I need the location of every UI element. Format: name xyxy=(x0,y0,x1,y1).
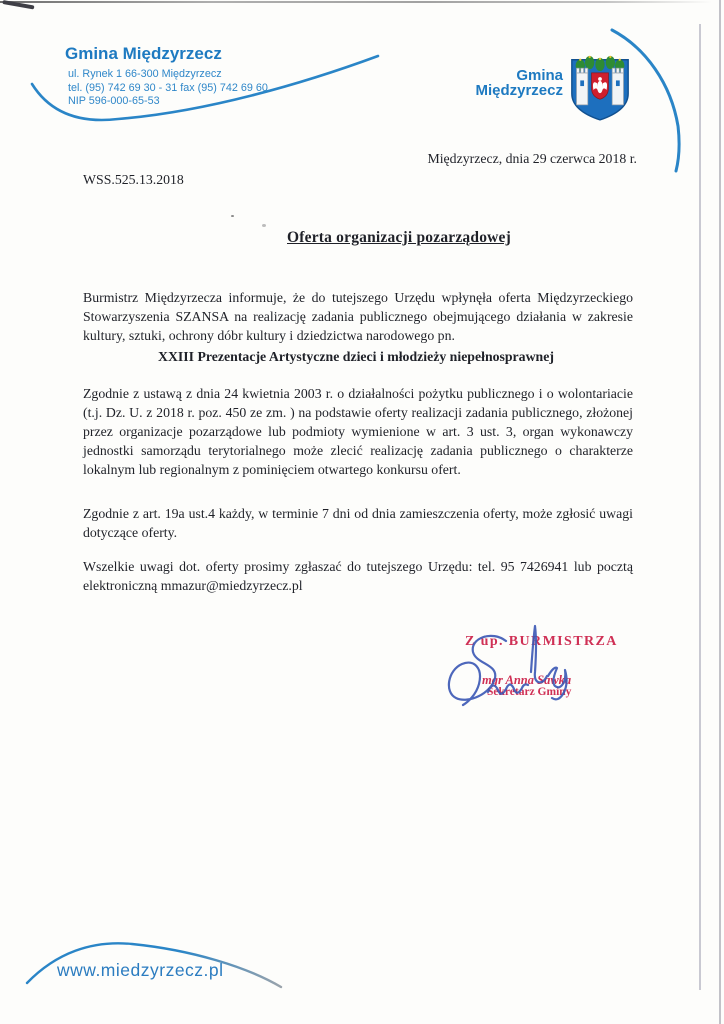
dateline: Międzyrzecz, dnia 29 czerwca 2018 r. xyxy=(427,151,637,166)
paragraph-legal-basis: Zgodnie z ustawą z dnia 24 kwietnia 2003 r. o działalności pożytku publicznego i o wolontariacie (t.j. Dz. U. z 2018 r. poz. 450 ze zm. ) na podstawie oferty realizacji zadania publicznego, złożonej przez organizacje pozarządowe lub podmioty wymienione w art. 3 ust. 3, organ wykonawczy jednostki samorządu terytorialnego może zlecić realizację zadania publicznego o charakterze lokalnym lub regionalnym z pominięciem otwartego konkursu ofert. xyxy=(83,386,633,477)
paragraph-intro: Burmistrz Międzyrzecza informuje, że do tutejszego Urzędu wpłynęła oferta Międzyrzeckiego Stowarzyszenia SZANSA na realizację zadania publicznego obejmującego działania w zakresie kultury, sztuki, ochrony dóbr kultury i dziedzictwa narodowego pn. xyxy=(83,290,633,343)
org-name: Gmina Międzyrzecz xyxy=(65,44,222,63)
municipal-crest-icon xyxy=(569,52,631,122)
crest-caption-line2: Międzyrzecz xyxy=(475,81,563,99)
stamp-authority: Z up. BURMISTRZA xyxy=(465,634,618,649)
stamp-signer-role: Sekretarz Gminy xyxy=(487,686,572,698)
stamp-signer-name: mgr Anna Sawka xyxy=(482,673,572,687)
crest-caption-line1: Gmina xyxy=(516,67,563,84)
org-address-nip: NIP 596-000-65-53 xyxy=(68,95,160,107)
document-title: Oferta organizacji pozarządowej xyxy=(287,229,511,246)
footer-website: www.miedzyrzecz.pl xyxy=(57,960,224,980)
reference-number: WSS.525.13.2018 xyxy=(83,172,184,187)
event-title: XXIII Prezentacje Artystyczne dzieci i młodzieży niepełnosprawnej xyxy=(158,349,554,364)
scan-page-edge-line xyxy=(699,24,701,990)
org-address-street: ul. Rynek 1 66-300 Międzyrzecz xyxy=(68,68,222,80)
paragraph-remarks-deadline: Zgodnie z art. 19a ust.4 każdy, w terminie 7 dni od dnia zamieszczenia oferty, może zgłosić uwagi dotyczące oferty. xyxy=(83,506,633,540)
org-address-phone: tel. (95) 742 69 30 - 31 fax (95) 742 69 60 xyxy=(68,81,268,94)
scan-speck xyxy=(262,224,266,227)
scan-top-edge xyxy=(0,1,712,3)
paragraph-contact: Wszelkie uwagi dot. oferty prosimy zgłaszać do tutejszego Urzędu: tel. 95 7426941 lub pocztą elektroniczną mmazur@miedzyrzecz.pl xyxy=(83,559,633,593)
org-address xyxy=(68,68,268,109)
crest-caption xyxy=(443,69,563,98)
scan-speck xyxy=(231,215,234,217)
scan-image-edge-line xyxy=(719,0,721,1024)
